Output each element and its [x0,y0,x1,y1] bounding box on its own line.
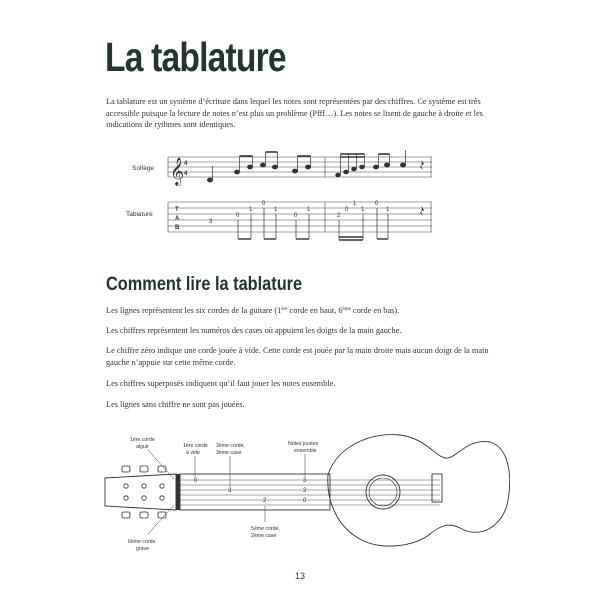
tab-number: 3 [303,478,307,484]
tab-number: 0 [303,498,307,504]
label-third-fret: 3ème case [216,450,242,456]
tab-number: 2 [337,213,341,219]
guitar-neck [180,474,330,510]
label-first-string: 1ère corde [130,437,155,443]
tab-letter-b: B [175,225,180,231]
tab-number: 1 [249,207,253,213]
label-sixth-string-sub: grave [136,546,149,552]
staff [168,157,432,177]
page-number: 13 [294,571,305,581]
time-sig-bottom: 4 [184,171,188,177]
guitar-body [328,435,510,546]
explanation-item: Les chiffres représentent les numéros des cases où appuient les doigts de la main gauche. [106,326,402,335]
explanation-item: Le chiffre zéro indique une corde jouée à vide. Cette corde est jouée par la main droite mais aucun doigt de la main gauche n’appuie sur cette même corde. [106,346,489,367]
tab-number: 0 [345,207,349,213]
tab-number: 0 [236,213,240,219]
nut [176,474,180,510]
tab-number: 0 [194,478,198,484]
explanation-item: Les chiffres superposés indiquent qu’il faut jouer les notes ensemble. [106,379,336,388]
label-notes-together-sub: ensemble [294,448,317,454]
time-sig-top: 4 [184,161,188,167]
label-open-string-sub: à vide [186,450,200,456]
intro-paragraph: La tablature est un système d’écriture dans lequel les notes sont représentées par des chiffres. Ce système est très accessible puisque la lecture de notes n’est plus un problème (Pfff…). Les notes se lisent de gauche à droite et les indications de rythmes sont identiques. [106,97,483,129]
label-open-string: 1ère corde [183,443,208,449]
label-notes-together: Notes jouées [288,441,319,447]
solfege-label: Solfège [132,165,155,172]
section-title: Comment lire la tablature [106,274,303,295]
tab-number: 1 [353,201,357,207]
label-third-string: 3ème corde, [216,443,245,449]
guitar-diagram [100,430,510,560]
tab-letter-t: T [175,207,179,213]
tab-letter-a: A [175,216,180,222]
headstock [105,474,176,510]
treble-clef-icon: 𝄞 [170,157,185,185]
tab-number: 3 [209,219,213,225]
tab-number: 2 [303,488,307,494]
sound-hole-ring [369,478,397,506]
tab-rhythm-stems [238,208,388,240]
bridge [432,474,442,502]
rest-icon [420,206,424,216]
tab-number: 2 [263,498,267,504]
tab-staff [168,202,432,232]
explanation-item: Les lignes sans chiffre ne sont pas jouées. [106,400,245,409]
tuning-pegs [122,466,166,518]
label-first-string-sub: aiguë [136,444,149,450]
tablature-label: Tablature [126,211,153,218]
tab-number: 0 [294,213,298,219]
explanation-item: Les lignes représentent les six cordes de la guitare (1ère corde en haut, 6ème corde en bas). [106,306,400,315]
page-title: La tablature [105,34,286,80]
notes-measure-2 [336,150,424,177]
tab-number: 1 [386,207,390,213]
tab-number: 3 [228,488,232,494]
tab-number: 0 [262,201,266,207]
tab-number: 1 [307,207,311,213]
label-fifth-string: 5ème corde, [251,526,280,532]
tab-number: 0 [375,201,379,207]
label-fifth-fret: 2ème case [251,533,277,539]
notation-example [120,148,440,243]
label-sixth-string: 6ème corde [128,539,156,545]
tab-number: 1 [361,207,365,213]
tab-number: 1 [274,207,278,213]
callout-lines [148,450,305,534]
